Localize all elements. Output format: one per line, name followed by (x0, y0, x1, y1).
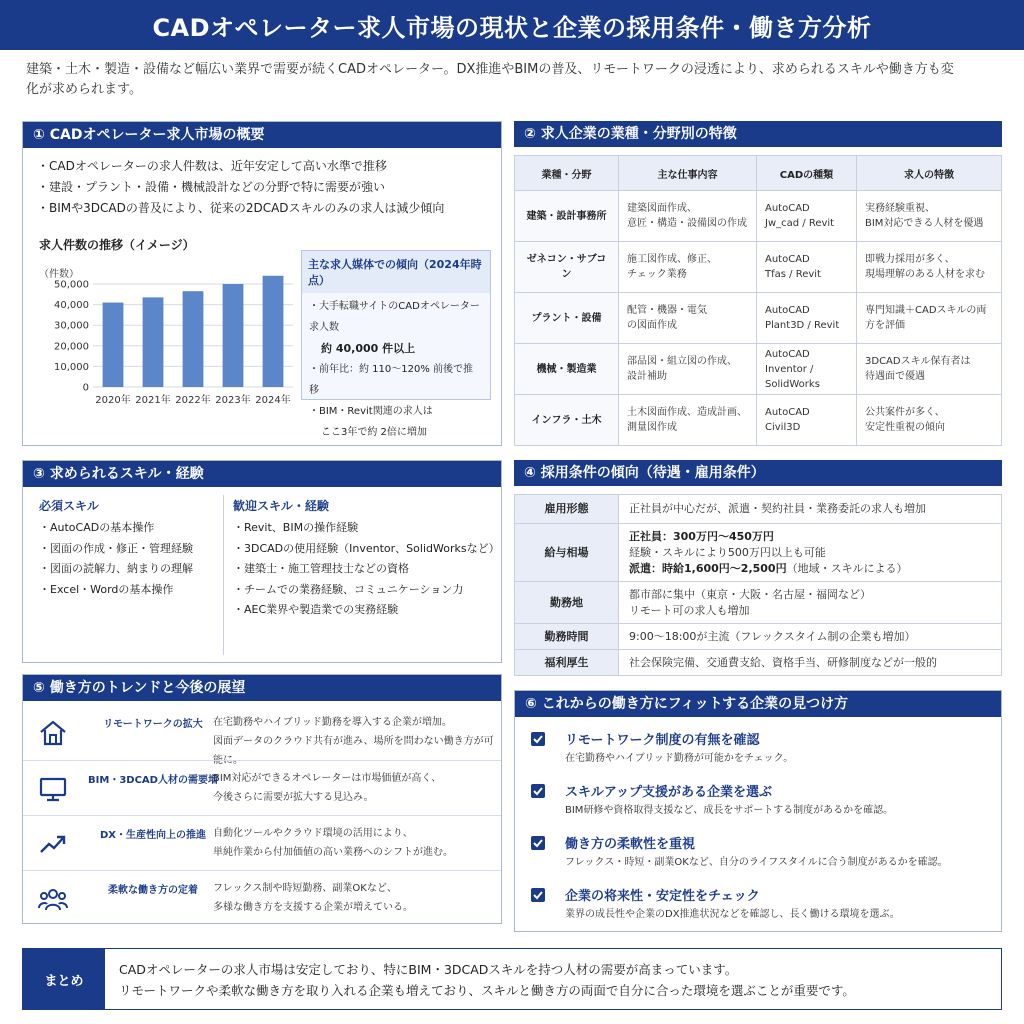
house-icon (37, 717, 69, 749)
summary-box (22, 948, 1002, 1010)
callout-line: ・前年比：約 110〜120% 前後で推移 (309, 364, 474, 396)
industry-table (514, 155, 1002, 446)
trend-row-remote (23, 705, 501, 766)
tip-description: 在宅勤務やハイブリッド勤務が可能かをチェック。 (565, 753, 794, 764)
condition-value (619, 524, 1002, 582)
tip-title: 企業の将来性・安定性をチェック (565, 889, 760, 904)
callout-line: ・大手転職サイトのCADオペレーター求人数 (309, 301, 480, 333)
condition-key: 給与相場 (515, 524, 619, 582)
summary-line: リモートワークや柔軟な働き方を取り入れる企業も増えており、スキルと働き方の両面で自分に合った環境を選ぶことが重要です。 (119, 983, 855, 998)
bullet-item: ・ 建設・プラント・設備・機械設計などの分野で特に需要が強い (37, 177, 487, 198)
table-row (515, 582, 1002, 624)
market-overview-heading: ① CADオペレーター求人市場の概要 (23, 122, 501, 148)
trend-label: 柔軟な働き方の定着 (108, 885, 198, 896)
skills-heading: ③ 求められるスキル・経験 (23, 461, 501, 487)
tip-description: BIM研修や資格取得支援など、成長をサポートする制度があるかを確認。 (565, 805, 894, 816)
table-cell: AutoCAD Plant3D / Revit (757, 293, 857, 344)
column-divider (223, 495, 224, 655)
company-finder-heading: ⑥ これからの働き方にフィットする企業の見つけ方 (515, 691, 1001, 717)
table-cell: 3DCADスキル保有者は 待遇面で優遇 (857, 344, 1002, 395)
table-cell: AutoCAD Civil3D (757, 395, 857, 446)
table-cell: 実務経験重視、 BIM対応できる人材を優遇 (857, 191, 1002, 242)
skill-item: ・ 建築士・施工管理技士などの資格 (233, 559, 500, 580)
callout-line: ここ3年で約 2倍に増加 (321, 427, 427, 438)
people-group-icon (37, 883, 69, 915)
trend-description: フレックス制や時短勤務、副業OKなど、 多様な働き方を支援する企業が増えている。 (213, 883, 413, 913)
table-cell: AutoCAD Jw_cad / Revit (757, 191, 857, 242)
trend-label: DX・生産性向上の推進 (99, 830, 206, 841)
table-cell: 部品図・組立図の作成、 設計補助 (619, 344, 757, 395)
table-row (515, 524, 1002, 582)
trending-up-icon (37, 828, 69, 860)
table-header: 求人の特徴 (857, 156, 1002, 191)
table-row (515, 624, 1002, 650)
y-tick-label: 0 (82, 382, 89, 394)
x-tick-label: 2023年 (215, 395, 251, 406)
work-trends-heading: ⑤ 働き方のトレンドと今後の展望 (23, 675, 501, 701)
hiring-conditions-panel (514, 460, 1002, 678)
table-row (515, 395, 1002, 446)
salary-line: 正社員：300万円〜450万円 (629, 529, 774, 543)
summary-text (119, 959, 989, 1001)
trend-label: リモートワークの拡大 (103, 719, 203, 730)
checkbox-icon (531, 732, 545, 746)
salary-line: 派遣：時給1,600円〜2,500円 (629, 561, 787, 575)
hiring-conditions-heading: ④ 採用条件の傾向（待遇・雇用条件） (514, 460, 1002, 486)
callout-line: ・BIM・Revit関連の求人は (309, 406, 433, 417)
bar (223, 284, 244, 387)
table-header: 業種・分野 (515, 156, 619, 191)
y-tick-label: 50,000 (54, 279, 89, 291)
table-cell: 公共案件が多く、 安定性重視の傾向 (857, 395, 1002, 446)
table-row (515, 242, 1002, 293)
tip-description: フレックス・時短・副業OKなど、自分のライフスタイルに合う制度があるかを確認。 (565, 857, 948, 868)
salary-line: 経験・スキルにより500万円以上も可能 (629, 545, 826, 559)
table-row (515, 293, 1002, 344)
summary-label: まとめ (23, 949, 105, 1009)
welcome-skills (233, 497, 500, 621)
table-header: CADの種類 (757, 156, 857, 191)
table-cell: 即戦力採用が多く、 現場理解のある人材を求む (857, 242, 1002, 293)
table-cell: 建築・設計事務所 (515, 191, 619, 242)
table-row (515, 650, 1002, 676)
y-tick-label: 20,000 (54, 341, 89, 353)
skill-item: ・ 図面の作成・修正・管理経験 (39, 539, 193, 560)
callout-line: 約 40,000 件以上 (321, 342, 416, 355)
skill-item: ・ AutoCADの基本操作 (39, 518, 193, 539)
condition-key: 勤務時間 (515, 624, 619, 650)
chart-y-unit: （件数） (39, 269, 79, 280)
table-cell: プラント・設備 (515, 293, 619, 344)
y-tick-label: 40,000 (54, 300, 89, 312)
trend-row-dx (23, 815, 501, 870)
condition-value: 9:00〜18:00が主流（フレックスタイム制の企業も増加） (619, 624, 1002, 650)
monitor-icon (37, 773, 69, 805)
table-cell: ゼネコン・サブコン (515, 242, 619, 293)
x-tick-label: 2024年 (255, 395, 291, 406)
condition-value: 社会保険完備、交通費支給、資格手当、研修制度などが一般的 (619, 650, 1002, 676)
condition-key: 雇用形態 (515, 495, 619, 524)
table-row (515, 191, 1002, 242)
tip-title: リモートワーク制度の有無を確認 (565, 733, 760, 748)
tip-description: 業界の成長性や企業のDX推進状況などを確認し、長く働ける環境を選ぶ。 (565, 909, 900, 920)
skill-item: ・ Revit、BIMの操作経験 (233, 518, 500, 539)
intro-text: 建築・土木・製造・設備など幅広い業界で需要が続くCADオペレーター。DX推進やBIMの普及、リモートワークの浸透により、求められるスキルや働き方も変化が求められます。 (26, 62, 954, 97)
table-cell: 機械・製造業 (515, 344, 619, 395)
trend-callout (301, 250, 491, 438)
title-bar (0, 0, 1024, 50)
bullet-item: ・ CADオペレーターの求人件数は、近年安定して高い水準で推移 (37, 156, 487, 177)
bar (183, 291, 204, 387)
skill-item: ・ Excel・Wordの基本操作 (39, 580, 193, 601)
trend-row-bim (23, 760, 501, 815)
table-cell: インフラ・土木 (515, 395, 619, 446)
company-finder-panel (514, 690, 1002, 932)
table-header: 主な仕事内容 (619, 156, 757, 191)
trend-description: 自動化ツールやクラウド環境の活用により、 単純作業から付加価値の高い業務へのシフトが進む。 (213, 828, 453, 858)
salary-note: （地域・スキルによる） (786, 561, 908, 575)
welcome-skills-title: 歓迎スキル・経験 (233, 499, 329, 513)
bullet-item: ・ BIMや3DCADの普及により、従来の2DCADスキルのみの求人は減少傾向 (37, 198, 487, 219)
industry-table-heading: ② 求人企業の業種・分野別の特徴 (514, 121, 1002, 147)
table-cell: AutoCAD Tfas / Revit (757, 242, 857, 293)
x-tick-label: 2021年 (135, 395, 171, 406)
y-tick-label: 30,000 (54, 320, 89, 332)
trend-row-flexible (23, 870, 501, 925)
checkbox-icon (531, 836, 545, 850)
tip-title: 働き方の柔軟性を重視 (565, 837, 696, 852)
trend-label: BIM・3DCAD人材の需要増 (88, 775, 218, 786)
table-cell: 施工図作成、修正、 チェック業務 (619, 242, 757, 293)
bar (263, 276, 284, 387)
location-line: 都市部に集中（東京・大阪・名古屋・福岡など） (629, 587, 871, 601)
callout-heading: 主な求人媒体での傾向（2024年時点） (302, 251, 490, 293)
table-cell: 専門知識＋CADスキルの両 方を評価 (857, 293, 1002, 344)
page-title: CADオペレーター求人市場の現状と企業の採用条件・働き方分析 (152, 13, 872, 42)
table-row (515, 495, 1002, 524)
hiring-conditions-table (514, 494, 1002, 676)
table-cell: 建築図面作成、 意匠・構造・設備図の作成 (619, 191, 757, 242)
skill-item: ・ 図面の読解力、納まりの理解 (39, 559, 193, 580)
skill-item: ・ AEC業界や製造業での実務経験 (233, 600, 500, 621)
summary-line: CADオペレーターの求人市場は安定しており、特にBIM・3DCADスキルを持つ人材の需要が高まっています。 (119, 962, 738, 977)
chart-title: 求人件数の推移（イメージ） (39, 238, 195, 252)
checkbox-icon (531, 784, 545, 798)
market-overview-bullets (23, 148, 501, 227)
industry-table-panel (514, 121, 1002, 446)
condition-value: 正社員が中心だが、派遣・契約社員・業務委託の求人も増加 (619, 495, 1002, 524)
trend-description: 在宅勤務やハイブリッド勤務を導入する企業が増加。 図面データのクラウド共有が進み、場所を問わない働き方が可能に。 (213, 717, 494, 766)
condition-key: 福利厚生 (515, 650, 619, 676)
work-trends-panel (22, 674, 502, 924)
trend-description: BIM対応ができるオペレーターは市場価値が高く、 今後さらに需要が拡大する見込み。 (213, 773, 442, 803)
skill-item: ・ 3DCADの使用経験（Inventor、SolidWorksなど） (233, 539, 500, 560)
table-cell: 配管・機器・電気 の図面作成 (619, 293, 757, 344)
bar (103, 303, 124, 387)
checkbox-icon (531, 888, 545, 902)
required-skills (39, 497, 193, 600)
skill-item: ・ チームでの業務経験、コミュニケーション力 (233, 580, 500, 601)
market-overview-panel (22, 121, 502, 446)
skills-panel (22, 460, 502, 663)
job-postings-bar-chart (31, 272, 301, 412)
condition-value (619, 582, 1002, 624)
tip-title: スキルアップ支援がある企業を選ぶ (565, 785, 772, 800)
x-tick-label: 2022年 (175, 395, 211, 406)
location-line: リモート可の求人も増加 (629, 603, 750, 617)
y-tick-label: 10,000 (54, 361, 89, 373)
x-tick-label: 2020年 (95, 395, 131, 406)
bar (143, 297, 164, 387)
table-row (515, 344, 1002, 395)
required-skills-title: 必須スキル (39, 499, 99, 513)
table-cell: 土木図面作成、造成計画、 測量図作成 (619, 395, 757, 446)
condition-key: 勤務地 (515, 582, 619, 624)
table-cell: AutoCAD Inventor / SolidWorks (757, 344, 857, 395)
